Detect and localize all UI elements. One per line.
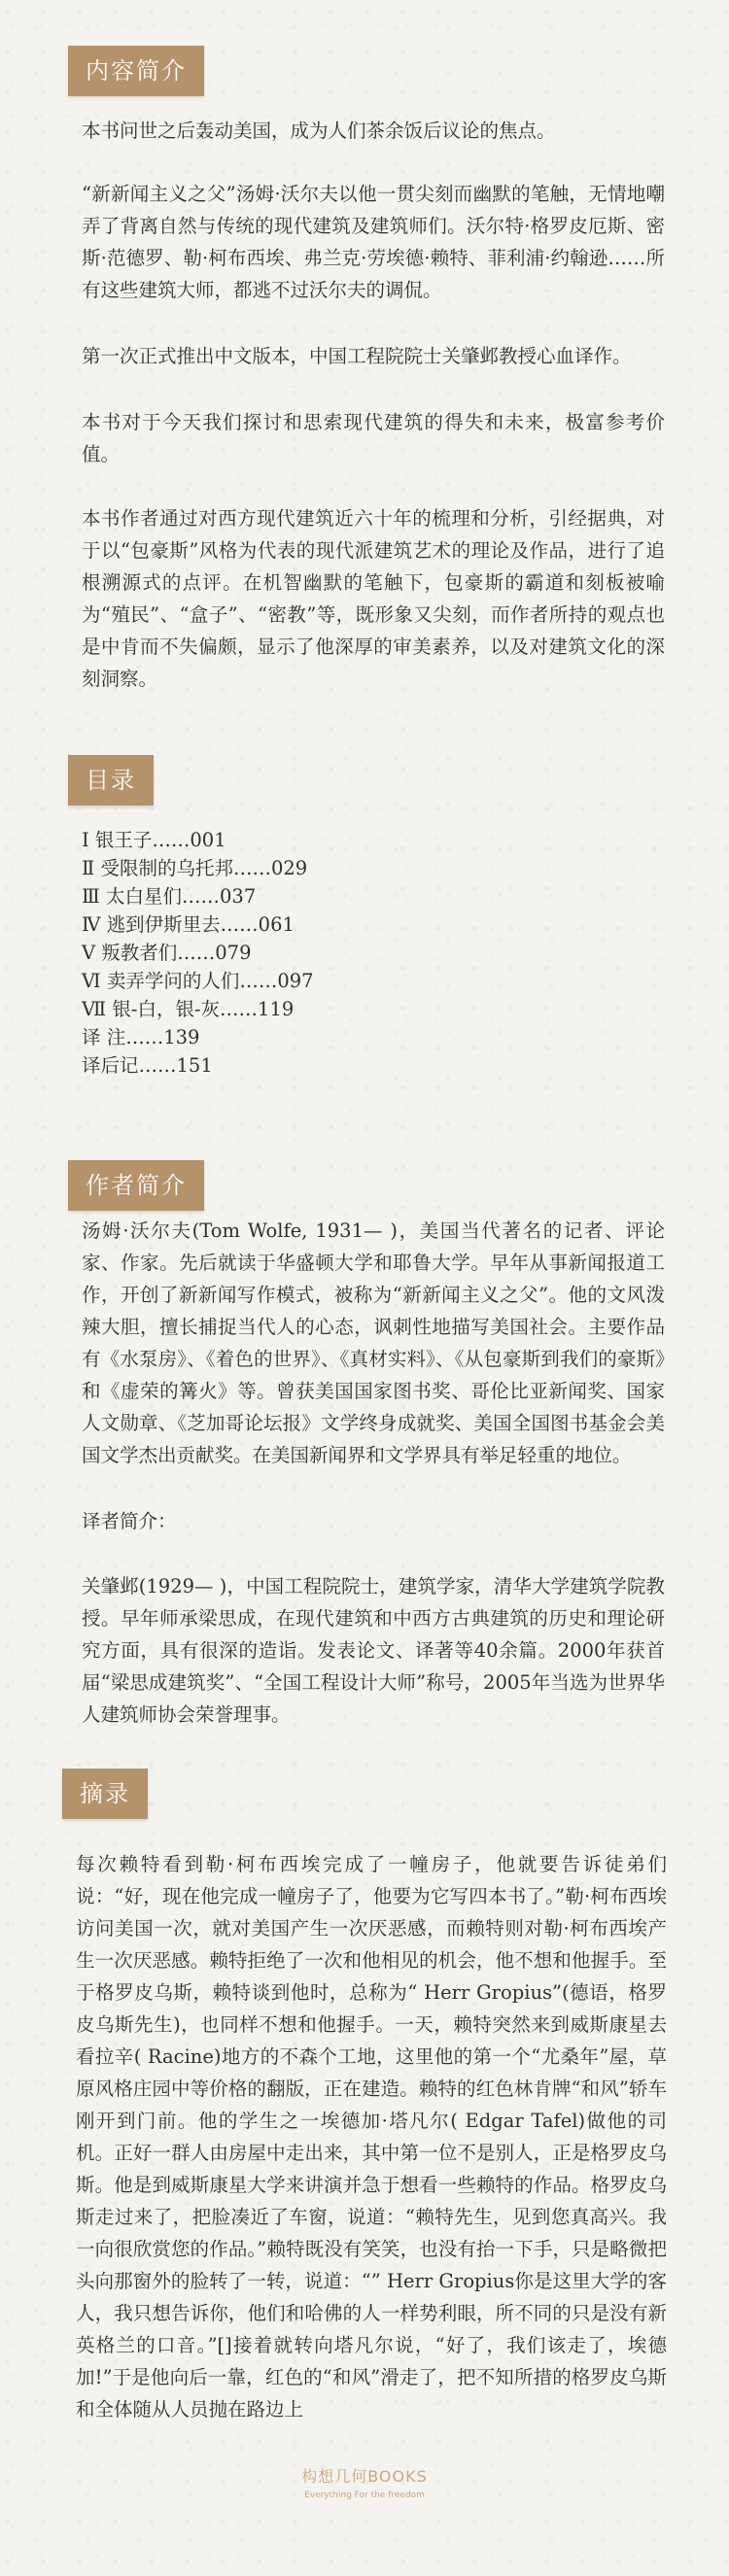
intro-paragraph: 第一次正式推出中文版本，中国工程院院士关肇邺教授心血译作。 [82, 345, 632, 367]
intro-section [82, 178, 665, 306]
intro-section [82, 406, 665, 470]
section-heading-author [68, 1160, 204, 1211]
toc-item: Ⅳ 逃到伊斯里去……061 [82, 913, 295, 936]
toc-item: Ⅲ 太白星们……037 [82, 885, 257, 908]
toc-item: Ⅵ 卖弄学问的人们……097 [82, 970, 314, 992]
section-heading-excerpt [62, 1769, 148, 1819]
intro-section [82, 340, 665, 372]
excerpt-section [76, 1848, 667, 2425]
toc-item: Ⅶ 银-白，银-灰……119 [82, 998, 295, 1020]
toc-item: Ⅴ 叛教者们……079 [82, 942, 252, 964]
intro-section [82, 115, 665, 147]
toc-item: 译后记……151 [82, 1054, 213, 1077]
section-heading-toc-label: 目录 [86, 767, 136, 794]
publisher-logo: 构想几何BOOKS [301, 2467, 428, 2486]
author-section [82, 1570, 665, 1731]
intro-paragraph: 本书问世之后轰动美国，成为人们茶余饭后议论的焦点。 [82, 120, 556, 142]
author-section [82, 1505, 665, 1537]
section-heading-intro-label: 内容简介 [86, 57, 187, 85]
toc-list [82, 826, 665, 1080]
author-section [82, 1215, 665, 1471]
footer-brand-block [0, 2464, 729, 2500]
intro-paragraph: “新新闻主义之父”汤姆·沃尔夫以他一贯尖刻而幽默的笔触，无情地嘲弄了背离自然与传统的现代建筑及建筑师们。沃尔特·格罗皮厄斯、密斯·范德罗、勒·柯布西埃、弗兰克·劳埃德·赖特、菲利浦·约翰逊……所有这些建筑大师，都逃不过沃尔夫的调侃。 [82, 183, 665, 301]
excerpt-text: 每次赖特看到勒·柯布西埃完成了一幢房子，他就要告诉徒弟们说：“好，现在他完成一幢房子了，他要为它写四本书了。”勒·柯布西埃访问美国一次，就对美国产生一次厌恶感，而赖特则对勒·柯布西埃产生一次厌恶感。赖特拒绝了一次和他相见的机会，他不想和他握手。至于格罗皮乌斯，赖特谈到他时，总称为“ Herr Gropius”(德语，格罗皮乌斯先生)，也同样不想和他握手。一天，赖特突然来到威斯康星去看拉辛( Racine)地方的不森个工地，这里他的第一个“尤桑年”屋，草原风格庄园中等价格的翻版，正在建造。赖特的红色林肯牌“和风”轿车刚开到门前。他的学生之一埃德加·塔凡尔( Edgar Tafel)做他的司机。正好一群人由房屋中走出来，其中第一位不是别人，正是格罗皮乌斯。他是到威斯康星大学来讲演并急于想看一些赖特的作品。格罗皮乌斯走过来了，把脸凑近了车窗，说道：“赖特先生，见到您真高兴。我一向很欣赏您的作品。”赖特既没有笑笑，也没有抬一下手，只是略微把头向那窗外的脸转了一转，说道：“” Herr Gropius你是这里大学的客人，我只想告诉你，他们和哈佛的人一样势利眼，所不同的只是没有新英格兰的口音。”[]接着就转向塔凡尔说，“好了，我们该走了，埃德加!”于是他向后一靠，红色的“和风”滑走了，把不知所措的格罗皮乌斯和全体随从人员抛在路边上 [76, 1853, 667, 2421]
publisher-slogan: Everything For the freedom [304, 2490, 425, 2500]
intro-section [82, 502, 665, 695]
section-heading-author-label: 作者简介 [86, 1172, 187, 1199]
intro-paragraph: 本书对于今天我们探讨和思索现代建筑的得失和未来，极富参考价值。 [82, 411, 665, 465]
section-heading-toc [68, 755, 154, 806]
toc-item: Ⅰ 银王子……001 [82, 829, 226, 851]
section-heading-excerpt-label: 摘录 [80, 1780, 130, 1807]
intro-paragraph: 本书作者通过对西方现代建筑近六十年的梳理和分析，引经据典，对于以“包豪斯”风格为代表的现代派建筑艺术的理论及作品，进行了追根溯源式的点评。在机智幽默的笔触下，包豪斯的霸道和刻板被喻为“殖民”、“盒子”、“密教”等，既形象又尖刻，而作者所持的观点也是中肯而不失偏颇，显示了他深厚的审美素养，以及对建筑文化的深刻洞察。 [82, 507, 665, 690]
translator-bio: 关肇邺(1929— )，中国工程院院士，建筑学家，清华大学建筑学院教授。早年师承梁思成，在现代建筑和中西方古典建筑的历史和理论研究方面，具有很深的造诣。发表论文、译著等40余篇。2000年获首届“梁思成建筑奖”、“全国工程设计大师”称号，2005年当选为世界华人建筑师协会荣誉理事。 [82, 1575, 665, 1726]
toc-item: 译 注……139 [82, 1026, 200, 1048]
section-heading-intro [68, 46, 204, 96]
author-bio: 汤姆·沃尔夫(Tom Wolfe, 1931— )，美国当代著名的记者、评论家、作家。先后就读于华盛顿大学和耶鲁大学。早年从事新闻报道工作，开创了新新闻写作模式，被称为“新新闻主义之父”。他的文风泼辣大胆，擅长捕捉当代人的心态，讽刺性地描写美国社会。主要作品有《水泵房》、《着色的世界》、《真材实料》、《从包豪斯到我们的豪斯》和《虚荣的篝火》等。曾获美国国家图书奖、哥伦比亚新闻奖、国家人文勋章、《芝加哥论坛报》文学终身成就奖、美国全国图书基金会美国文学杰出贡献奖。在美国新闻界和文学界具有举足轻重的地位。 [82, 1219, 665, 1466]
toc-item: Ⅱ 受限制的乌托邦……029 [82, 857, 308, 879]
translator-label: 译者简介： [82, 1510, 177, 1532]
